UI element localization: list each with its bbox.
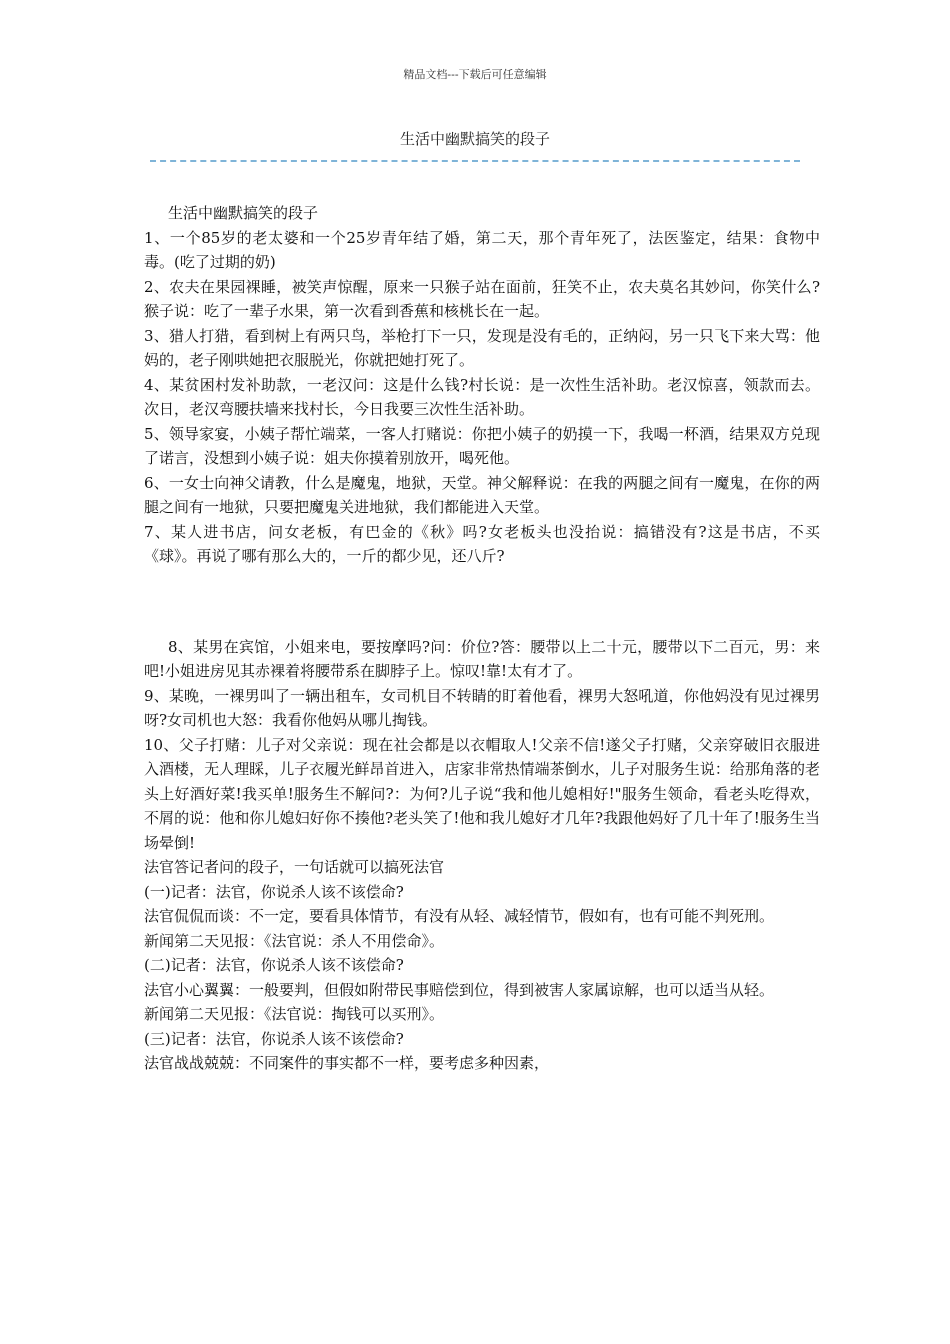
- section-heading: 生活中幽默搞笑的段子: [168, 204, 319, 222]
- paragraph: 2、农夫在果园裸睡，被笑声惊醒，原来一只猴子站在面前，狂笑不止，农夫莫名其妙问，你笑什么?猴子说：吃了一辈子水果，第一次看到香蕉和核桃长在一起。: [144, 277, 820, 320]
- paragraph: 5、领导家宴，小姨子帮忙端菜，一客人打赌说：你把小姨子的奶摸一下，我喝一杯酒，结果双方兑现了诺言，没想到小姨子说：姐夫你摸着别放开，喝死他。: [144, 424, 820, 467]
- paragraph: 3、猎人打猎，看到树上有两只鸟，举枪打下一只，发现是没有毛的，正纳闷，另一只飞下来大骂：他妈的，老子刚哄她把衣服脱光，你就把她打死了。: [144, 326, 820, 369]
- paragraph: 新闻第二天见报：《法官说：杀人不用偿命》。: [144, 931, 445, 950]
- paragraph: 4、某贫困村发补助款，一老汉问：这是什么钱?村长说：是一次性生活补助。老汉惊喜，领款而去。次日，老汉弯腰扶墙来找村长，今日我要三次性生活补助。: [144, 375, 820, 418]
- paragraph: 10、父子打赌：儿子对父亲说：现在社会都是以衣帽取人!父亲不信!遂父子打赌，父亲穿破旧衣服进入酒楼，无人理睬，儿子衣履光鲜昂首进入，店家非常热情端茶倒水，儿子对服务生说：给那角落的老头上好酒好菜!我买单!服务生不解问?：为何?儿子说“我和他儿媳相好!"服务生领命，看老头吃得欢，不屑的说：他和你儿媳妇好你不揍他?老头笑了!他和我儿媳好才几年?我跟他妈好了几十年了!服务生当场晕倒!: [144, 735, 820, 852]
- paragraph: 6、一女士向神父请教，什么是魔鬼，地狱，天堂。神父解释说：在我的两腿之间有一魔鬼，在你的两腿之间有一地狱，只要把魔鬼关进地狱，我们都能进入天堂。: [144, 473, 820, 516]
- page-gap: [144, 569, 820, 635]
- paragraph: 法官战战兢兢：不同案件的事实都不一样，要考虑多种因素，: [144, 1054, 550, 1072]
- document-title: 生活中幽默搞笑的段子: [399, 130, 550, 148]
- paragraph: 1、一个85岁的老太婆和一个25岁青年结了婚，第二天，那个青年死了，法医鉴定，结果：食物中毒。(吃了过期的奶): [144, 228, 820, 271]
- document-body: [144, 201, 820, 1076]
- title-divider: [150, 160, 800, 162]
- header-note: 精品文档---下载后可任意编辑: [403, 68, 547, 81]
- paragraph: 9、某晚，一裸男叫了一辆出租车，女司机目不转睛的盯着他看，裸男大怒吼道，你他妈没有见过裸男呀?女司机也大怒：我看你他妈从哪儿掏钱。: [144, 686, 820, 729]
- paragraph: 8、某男在宾馆，小姐来电，要按摩吗?问：价位?答：腰带以上二十元，腰带以下二百元，男：来吧!小姐进房见其赤裸着将腰带系在脚脖子上。惊叹!靠!太有才了。: [144, 637, 820, 680]
- paragraph: (三)记者：法官，你说杀人该不该偿命?: [144, 1029, 404, 1048]
- paragraph: 新闻第二天见报：《法官说：掏钱可以买刑》。: [144, 1005, 445, 1023]
- paragraph: 法官小心翼翼：一般要判，但假如附带民事赔偿到位，得到被害人家属谅解，也可以适当从轻。: [144, 980, 775, 999]
- paragraph: (二)记者：法官，你说杀人该不该偿命?: [144, 956, 404, 974]
- paragraph: 法官答记者问的段子，一句话就可以搞死法官: [144, 858, 445, 876]
- paragraph: 法官侃侃而谈：不一定，要看具体情节，有没有从轻、减轻情节，假如有，也有可能不判死刑。: [144, 907, 775, 925]
- paragraph: (一)记者：法官，你说杀人该不该偿命?: [144, 882, 404, 901]
- paragraph: 7、某人进书店，问女老板，有巴金的《秋》吗?女老板头也没抬说：搞错没有?这是书店，不买《球》。再说了哪有那么大的，一斤的都少见，还八斤?: [144, 522, 820, 565]
